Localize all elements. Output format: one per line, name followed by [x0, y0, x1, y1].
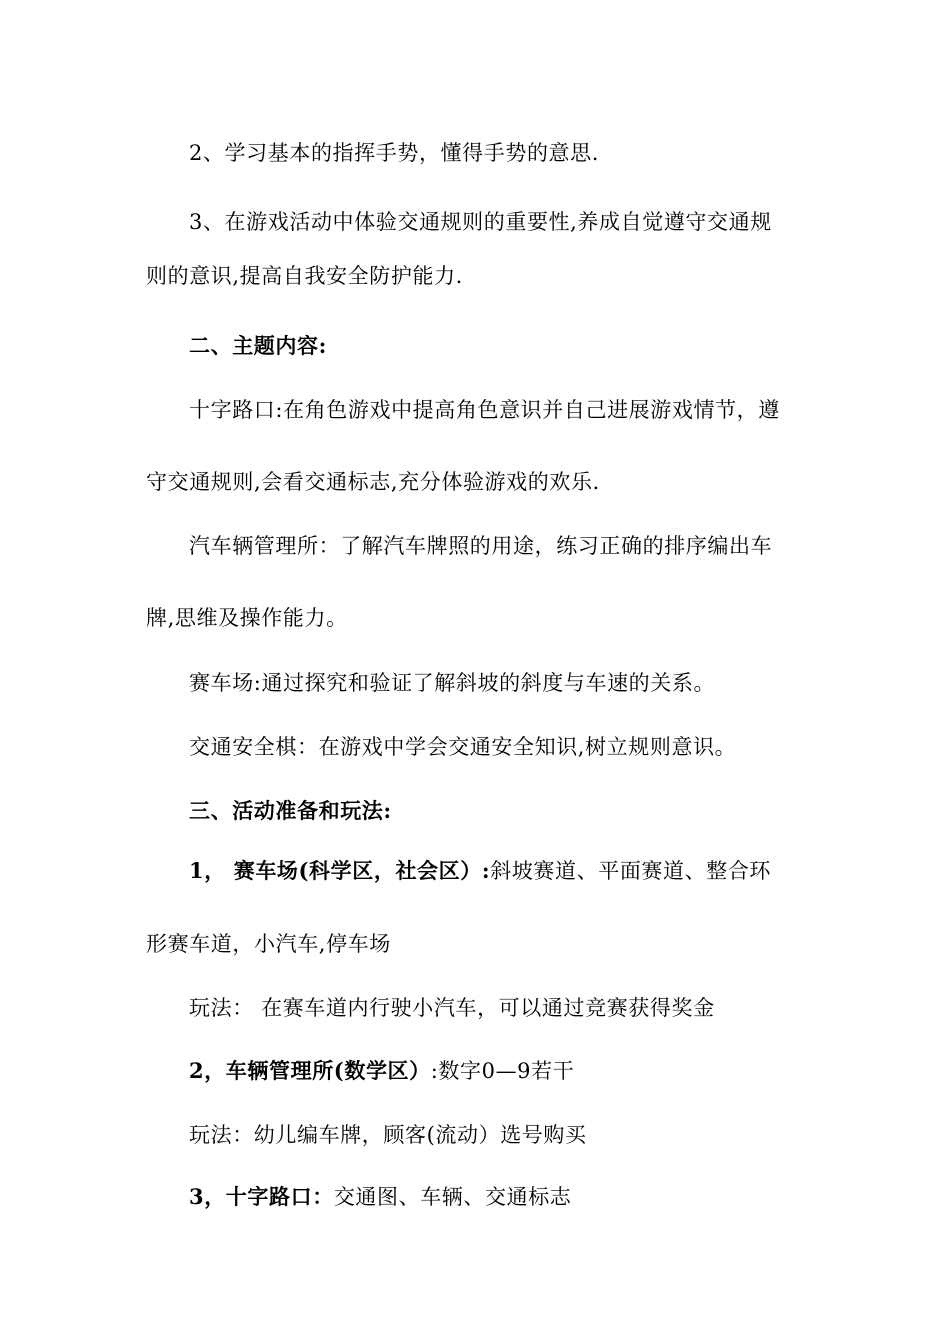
item-1-title: 1， 赛车场(科学区，社会区）: — [189, 858, 491, 883]
item-2-title: 2，车辆管理所(数学区） — [189, 1058, 431, 1083]
item-2-line — [189, 1057, 574, 1085]
race-track-text: 赛车场:通过探究和验证了解斜坡的斜度与车速的关系。 — [189, 671, 716, 695]
goal-3-line-1: 3、在游戏活动中体验交通规则的重要性,养成自觉遵守交通规 — [189, 210, 772, 234]
crossroad-line-1: 十字路口:在角色游戏中提高角色意识并自己进展游戏情节，遵 — [189, 398, 780, 422]
goal-3-line-2: 则的意识,提高自我安全防护能力. — [146, 264, 463, 288]
traffic-chess-text: 交通安全棋：在游戏中学会交通安全知识,树立规则意识。 — [189, 735, 737, 759]
item-1-play: 玩法： 在赛车道内行驶小汽车，可以通过竞赛获得奖金 — [189, 996, 715, 1020]
item-2-materials: :数字0—9若干 — [430, 1059, 575, 1083]
section-3-heading: 三、活动准备和玩法: — [189, 798, 392, 823]
item-2-play: 玩法：幼儿编车牌，顾客(流动）选号购买 — [189, 1123, 587, 1147]
vehicle-office-line-1: 汽车辆管理所：了解汽车牌照的用途，练习正确的排序编出车 — [189, 534, 773, 558]
crossroad-line-2: 守交通规则,会看交通标志,充分体验游戏的欢乐. — [146, 470, 600, 494]
item-1-materials: 斜坡赛道、平面赛道、整合环 — [490, 859, 772, 883]
vehicle-office-line-2: 牌,思维及操作能力。 — [146, 606, 348, 630]
item-3-title: 3，十字路口： — [189, 1184, 334, 1209]
section-2-heading: 二、主题内容: — [189, 333, 327, 358]
goal-2: 2、学习基本的指挥手势，懂得手势的意思. — [189, 141, 600, 165]
item-3-line — [189, 1183, 571, 1211]
item-1-line-2: 形赛车道，小汽车,停车场 — [146, 932, 391, 956]
item-3-materials: 交通图、车辆、交通标志 — [333, 1185, 572, 1209]
item-1-line-1 — [189, 857, 771, 885]
